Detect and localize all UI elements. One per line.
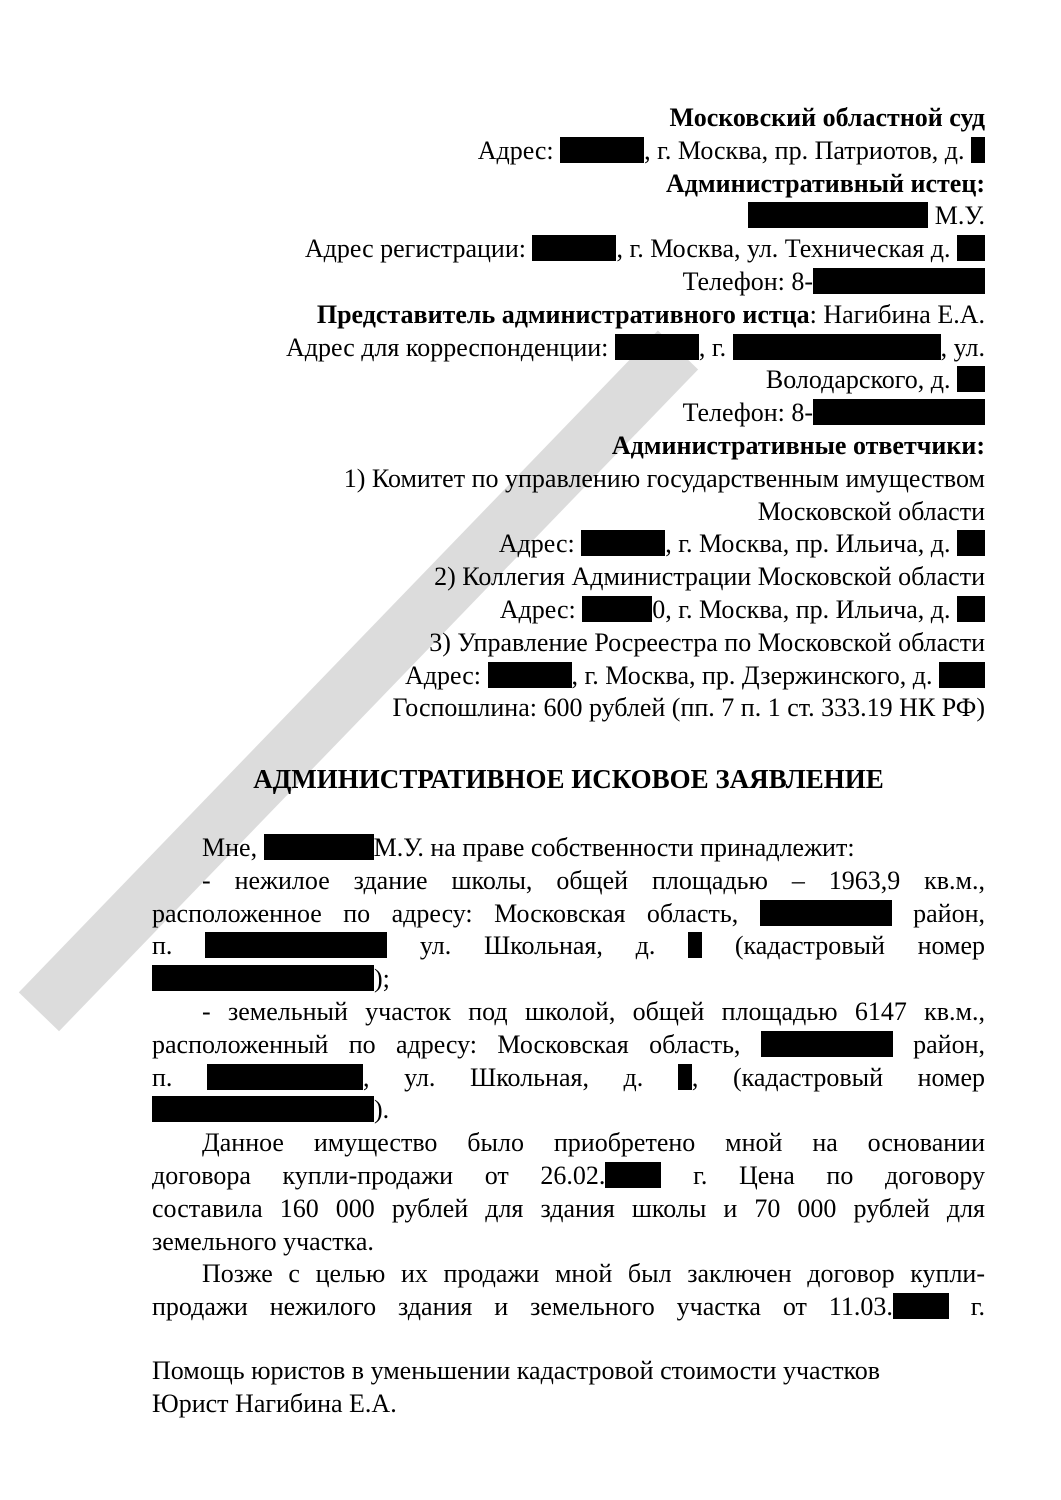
defendant-1-address xyxy=(152,528,985,561)
defendant-3-addr-text: , г. Москва, пр. Дзержинского, д. xyxy=(571,660,933,690)
defendant-1-name: 1) Комитет по управлению государственным имуществом xyxy=(343,463,985,493)
correspondence-address xyxy=(152,332,985,365)
redaction xyxy=(678,1064,692,1090)
purchase-line-2-suffix: г. Цена по договору xyxy=(693,1160,985,1190)
redaction xyxy=(532,235,616,261)
building-line-2-suffix: район, xyxy=(913,898,985,928)
representative-phone xyxy=(152,397,985,430)
plaintiff-initials: М.У. xyxy=(934,201,985,231)
defendant-3-addr-prefix: Адрес: xyxy=(405,660,481,690)
footer-block xyxy=(152,1355,985,1421)
building-line-2 xyxy=(152,898,985,931)
purchase-line-2 xyxy=(152,1160,985,1193)
court-address-text: , г. Москва, пр. Патриотов, д. xyxy=(644,135,965,165)
purchase-line-1: Данное имущество было приобретено мной на основании xyxy=(202,1128,985,1158)
building-line-4 xyxy=(152,963,985,996)
representative xyxy=(152,299,985,332)
redaction xyxy=(152,1096,374,1122)
redaction xyxy=(733,334,941,360)
body-block xyxy=(152,832,985,1324)
footer-lawyer: Юрист Нагибина Е.А. xyxy=(152,1388,397,1418)
defendant-1-name-cont: Московской области xyxy=(757,496,985,526)
redaction xyxy=(582,596,652,622)
building-line-2-prefix: расположенное по адресу: Московская область, xyxy=(152,898,739,928)
building-line-3-prefix: п. xyxy=(152,931,173,961)
redaction xyxy=(957,596,985,622)
land-line-3-prefix: п. xyxy=(152,1062,173,1092)
building-line-1: - нежилое здание школы, общей площадью – 1963,9 кв.м., xyxy=(202,865,985,895)
defendant-3-name: 3) Управление Росреестра по Московской области xyxy=(429,627,985,657)
defendants-label: Административные ответчики: xyxy=(611,430,985,460)
registration-address xyxy=(152,233,985,266)
land-line-3-mid: , ул. Школьная, д. xyxy=(363,1062,644,1092)
redaction xyxy=(581,530,665,556)
sale-line-2-suffix: г. xyxy=(970,1292,986,1322)
defendant-3-address xyxy=(152,660,985,693)
plaintiff-phone xyxy=(152,266,985,299)
plaintiff-label: Административный истец: xyxy=(665,168,985,198)
corr-address-prefix: Адрес для корреспонденции: xyxy=(286,332,609,362)
land-line-2-prefix: расположенный по адресу: Московская область, xyxy=(152,1029,741,1059)
correspondence-street xyxy=(152,364,985,397)
redaction xyxy=(615,334,699,360)
redaction xyxy=(205,932,387,958)
rep-phone-prefix: Телефон: 8- xyxy=(682,398,813,428)
redaction xyxy=(971,137,985,163)
reg-address-text: , г. Москва, ул. Техническая д. xyxy=(616,234,951,264)
defendant-1-addr-prefix: Адрес: xyxy=(498,529,575,559)
paragraph-ownership xyxy=(152,832,985,865)
defendant-2-addr-text: 0, г. Москва, пр. Ильича, д. xyxy=(652,594,951,624)
land-line-2 xyxy=(152,1029,985,1062)
land-line-1: - земельный участок под школой, общей площадью 6147 кв.м., xyxy=(202,996,985,1026)
purchase-line-3: составила 160 000 рублей для здания школы и 70 000 рублей для xyxy=(152,1193,985,1223)
corr-city-prefix: , г. xyxy=(698,332,727,362)
corr-street: Володарского, д. xyxy=(765,365,951,395)
p1-text: М.У. на праве собственности принадлежит: xyxy=(373,832,855,862)
state-fee: Госпошлина: 600 рублей (пп. 7 п. 1 ст. 333.19 НК РФ) xyxy=(392,693,985,723)
redaction xyxy=(813,399,985,425)
building-line-3 xyxy=(152,930,985,963)
sale-line-2-prefix: продажи нежилого здания и земельного участка от 11.03. xyxy=(152,1292,893,1322)
purchase-line-2-prefix: договора купли-продажи от 26.02. xyxy=(152,1160,606,1190)
redaction xyxy=(957,530,985,556)
redaction xyxy=(957,235,985,261)
redaction xyxy=(957,366,985,392)
building-line-4-suffix: ); xyxy=(374,964,390,994)
plaintiff-name xyxy=(152,200,985,233)
redaction xyxy=(688,932,702,958)
phone-prefix: Телефон: 8- xyxy=(682,266,813,296)
sale-line-1: Позже с целью их продажи мной был заключен договор купли- xyxy=(202,1259,985,1289)
redaction xyxy=(939,662,985,688)
representative-label: Представитель административного истца xyxy=(316,299,810,329)
corr-street-prefix: , ул. xyxy=(940,332,985,362)
redaction xyxy=(760,900,892,926)
redaction xyxy=(488,662,572,688)
building-line-3-mid: ул. Школьная, д. xyxy=(419,931,656,961)
redaction xyxy=(761,1031,893,1057)
land-line-4-suffix: ). xyxy=(374,1095,390,1125)
defendant-2-address xyxy=(152,594,985,627)
defendant-2-name: 2) Коллегия Администрации Московской области xyxy=(434,562,985,592)
court-name: Московский областной суд xyxy=(669,103,985,132)
redaction xyxy=(748,202,928,228)
document-page xyxy=(152,102,985,1420)
document-title: АДМИНИСТРАТИВНОЕ ИСКОВОЕ ЗАЯВЛЕНИЕ xyxy=(253,764,884,795)
building-line-3-suffix: (кадастровый номер xyxy=(734,931,986,961)
redaction xyxy=(207,1064,363,1090)
purchase-line-4: земельного участка. xyxy=(152,1226,374,1256)
land-line-3 xyxy=(152,1062,985,1095)
footer-promo: Помощь юристов в уменьшении кадастровой стоимости участков xyxy=(152,1355,881,1385)
land-line-2-suffix: район, xyxy=(913,1029,986,1059)
defendant-2-addr-prefix: Адрес: xyxy=(499,594,576,624)
land-line-4 xyxy=(152,1094,985,1127)
redaction xyxy=(264,834,374,860)
redaction xyxy=(605,1162,661,1188)
defendant-1-addr-text: , г. Москва, пр. Ильича, д. xyxy=(665,529,951,559)
court-address-prefix: Адрес: xyxy=(477,135,554,165)
p1-prefix: Мне, xyxy=(202,832,258,862)
header-block xyxy=(152,102,985,725)
sale-line-2 xyxy=(152,1291,985,1324)
land-line-3-suffix: , (кадастровый номер xyxy=(691,1062,986,1092)
redaction xyxy=(152,965,374,991)
redaction xyxy=(560,137,644,163)
redaction xyxy=(813,268,985,294)
representative-name: : Нагибина Е.А. xyxy=(809,299,985,329)
reg-address-prefix: Адрес регистрации: xyxy=(304,234,526,264)
court-address xyxy=(152,135,985,168)
redaction xyxy=(893,1293,949,1319)
